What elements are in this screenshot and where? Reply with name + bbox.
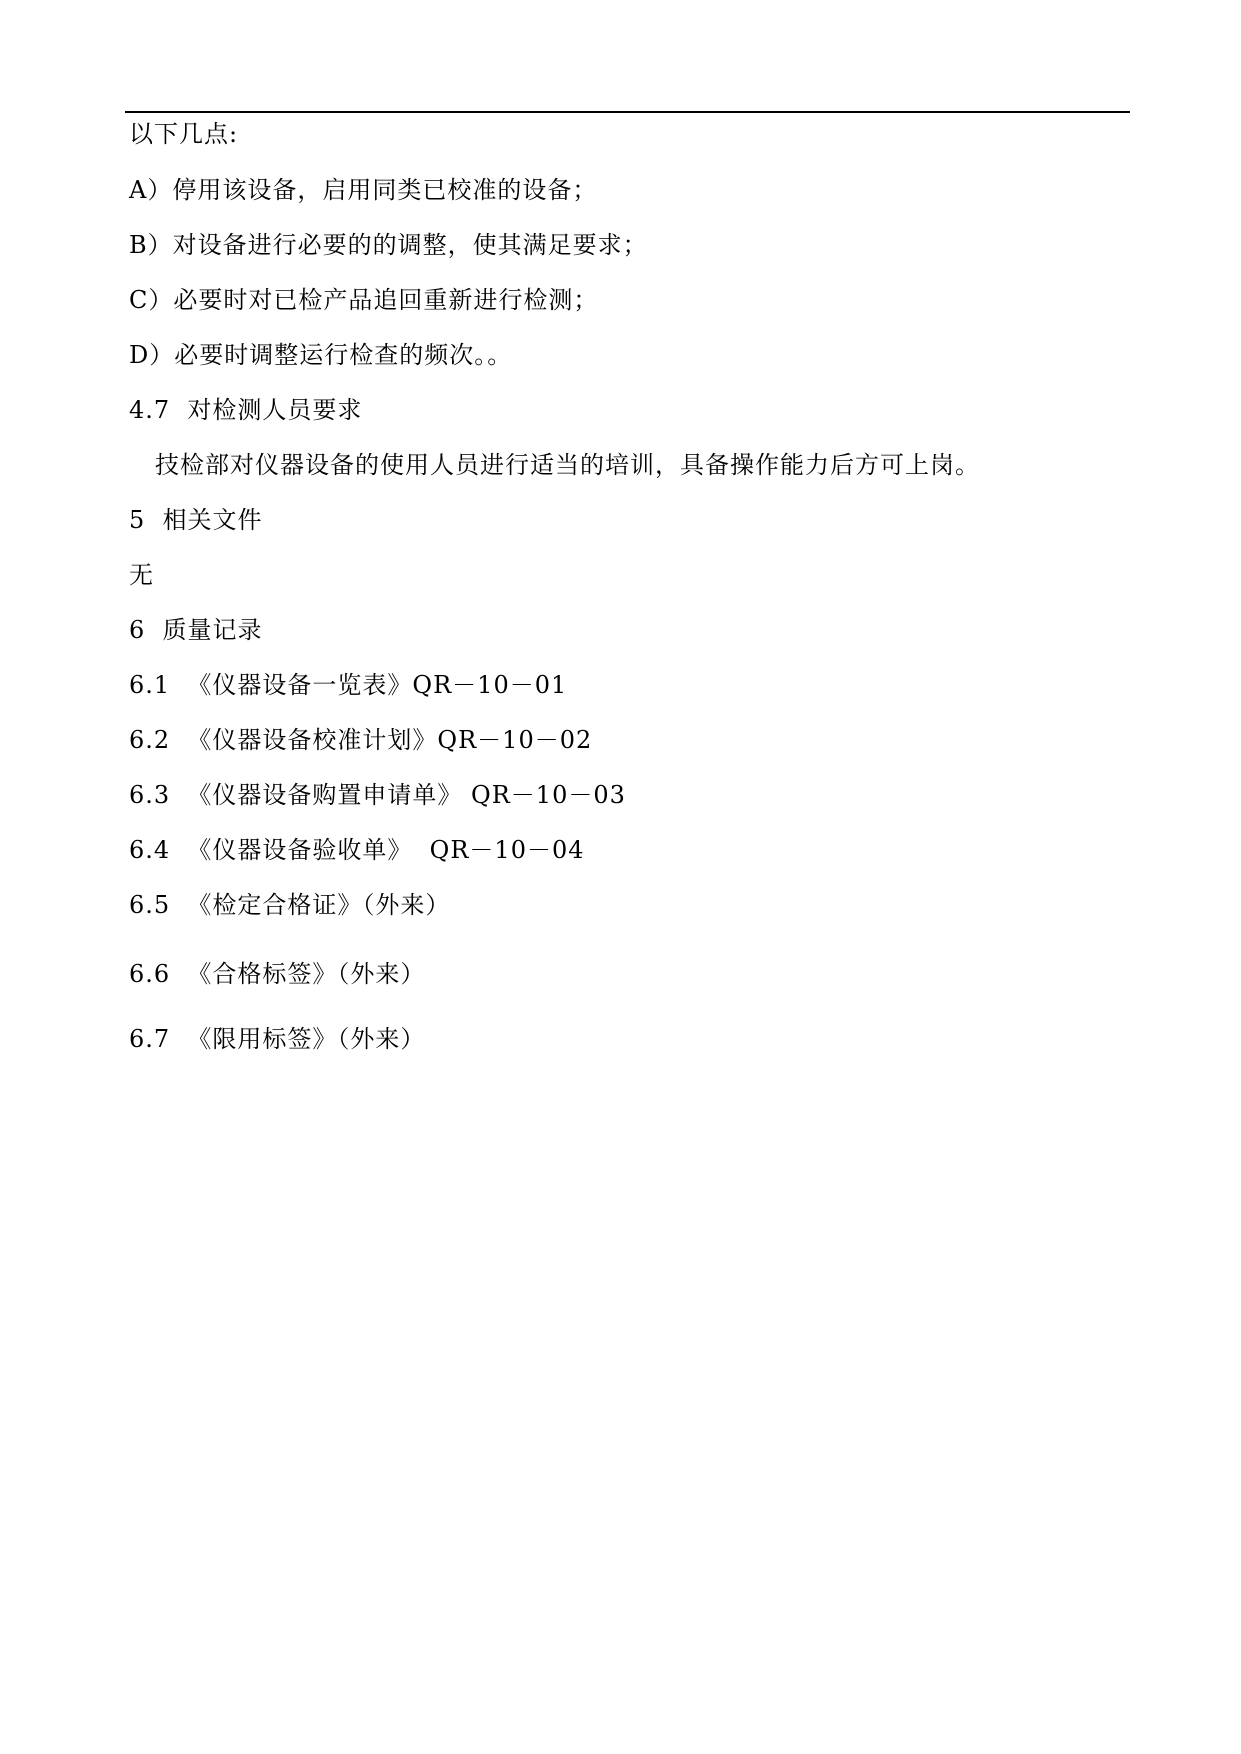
intro-line: 以下几点:: [129, 120, 239, 148]
section-6-heading: 6 质量记录: [129, 616, 263, 644]
record-6-4: 6.4 《仪器设备验收单》 QR－10－04: [129, 836, 585, 864]
header-rule: [125, 111, 1130, 113]
record-6-5: 6.5 《检定合格证》（外来）: [129, 891, 451, 919]
item-b: B）对设备进行必要的的调整，使其满足要求；: [129, 231, 648, 259]
item-a: A）停用该设备，启用同类已校准的设备；: [129, 176, 598, 204]
section-5-heading: 5 相关文件: [129, 506, 263, 534]
item-c: C）必要时对已检产品追回重新进行检测；: [129, 286, 599, 314]
item-d: D）必要时调整运行检查的频次。。: [129, 341, 513, 369]
record-6-1: 6.1 《仪器设备一览表》QR－10－01: [129, 671, 568, 699]
record-6-7: 6.7 《限用标签》（外来）: [129, 1025, 426, 1053]
section-5-body: 无: [129, 561, 154, 589]
record-6-3: 6.3 《仪器设备购置申请单》 QR－10－03: [129, 781, 626, 809]
section-4-7-body: 技检部对仪器设备的使用人员进行适当的培训，具备操作能力后方可上岗。: [155, 451, 980, 479]
record-6-2: 6.2 《仪器设备校准计划》QR－10－02: [129, 726, 593, 754]
section-4-7-heading: 4.7 对检测人员要求: [129, 396, 363, 424]
record-6-6: 6.6 《合格标签》（外来）: [129, 960, 426, 988]
